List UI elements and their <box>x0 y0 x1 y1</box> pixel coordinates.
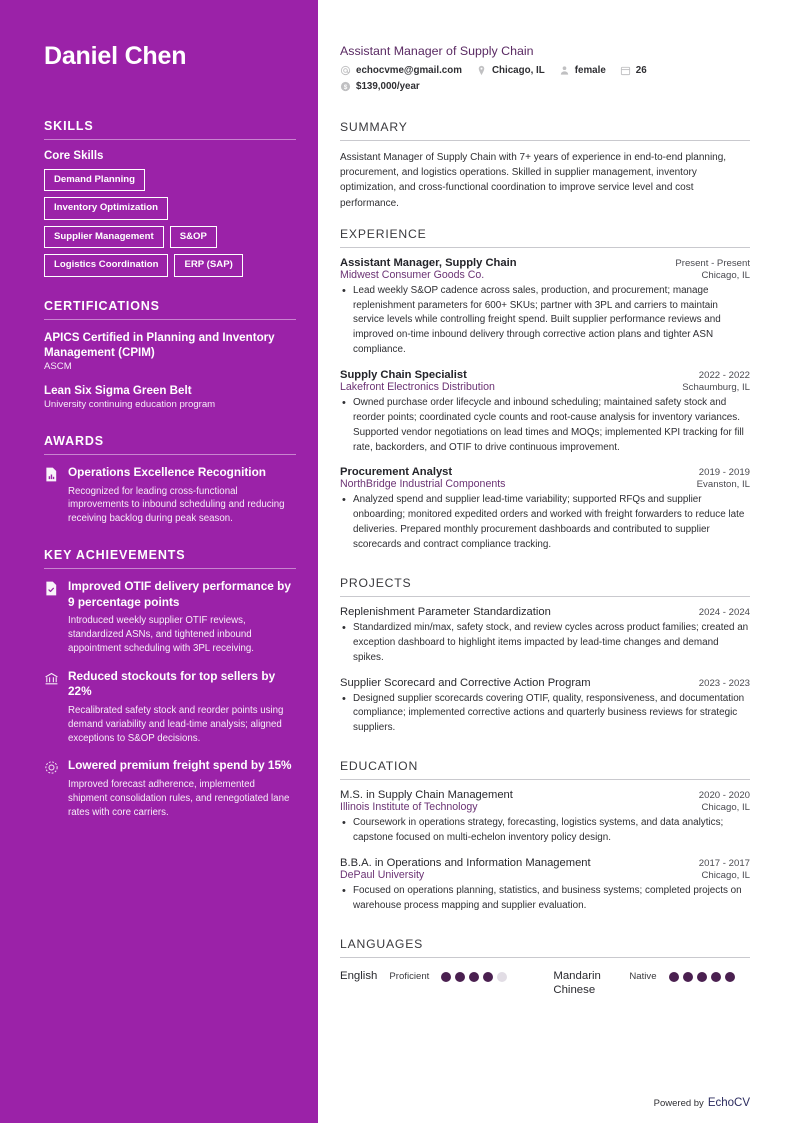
section-education <box>340 747 750 913</box>
experience-item-title: Procurement Analyst <box>340 466 453 479</box>
experience-item-organization: Lakefront Electronics Distribution <box>340 381 495 394</box>
divider <box>340 596 750 597</box>
proficiency-dots <box>669 969 735 982</box>
education-heading: EDUCATION <box>340 759 419 774</box>
education-item-organization: Illinois Institute of Technology <box>340 801 478 814</box>
candidate-name: Daniel Chen <box>44 42 187 70</box>
contact-value: $139,000/year <box>356 81 420 92</box>
skills-heading: SKILLS <box>44 118 94 133</box>
experience-item-title: Assistant Manager, Supply Chain <box>340 256 517 269</box>
powered-by-label: Powered by <box>653 1098 704 1109</box>
experience-item-title: Supply Chain Specialist <box>340 369 467 382</box>
language-list <box>340 967 750 998</box>
proficiency-dot <box>711 972 721 982</box>
awards-heading: AWARDS <box>44 434 104 448</box>
experience-item-location: Chicago, IL <box>701 269 750 281</box>
core-skills-subheading: Core Skills <box>44 149 104 162</box>
location-pin-icon <box>476 65 487 76</box>
language-name: English <box>340 969 378 982</box>
skill-tag-list <box>44 169 296 277</box>
proficiency-dot <box>725 972 735 982</box>
certification-issuer: ASCM <box>44 361 72 373</box>
achievement-item-title: Improved OTIF delivery performance by 9 percentage points <box>68 578 291 609</box>
contact-value: echocvme@gmail.com <box>356 65 462 76</box>
skill-tag[interactable]: ERP (SAP) <box>174 254 242 277</box>
achievement-item-description: Improved forecast adherence, implemented shipment consolidation rules, and renegotiated lane rates with core carriers. <box>68 779 290 818</box>
section-languages <box>340 925 750 998</box>
experience-item <box>340 369 750 455</box>
summary-heading: SUMMARY <box>340 120 408 134</box>
project-list <box>340 606 750 736</box>
divider <box>340 140 750 141</box>
project-item <box>340 677 750 737</box>
language-name: Mandarin Chinese <box>553 969 601 996</box>
brand-name: EchoCV <box>707 1097 750 1109</box>
main-content <box>318 0 794 1123</box>
key-achievements-heading: KEY ACHIEVEMENTS <box>44 547 186 562</box>
contact-item <box>559 65 606 76</box>
email-icon <box>340 65 351 76</box>
section-experience <box>340 215 750 553</box>
contact-list <box>340 65 750 92</box>
award-list <box>44 465 296 526</box>
bullet-item: • Owned purchase order lifecycle and inbound scheduling; maintained safety stock and reorder points; coordinated cycle counts and root-cause analysis for inventory variances. Supported vendor negotiations on lead times and MOQs; implemented KPI tracking for fill rate, backorders, and OTIF to drive continuous improvement. <box>340 396 750 455</box>
education-item-location: Chicago, IL <box>701 802 750 814</box>
sidebar-section-skills <box>44 119 296 277</box>
proficiency-dot <box>483 972 493 982</box>
experience-item-organization: NorthBridge Industrial Components <box>340 478 506 491</box>
education-item-date: 2020 - 2020 <box>698 790 750 802</box>
proficiency-dot <box>669 972 679 982</box>
sidebar-section-certifications <box>44 299 296 412</box>
achievement-item-title: Lowered premium freight spend by 15% <box>68 758 292 773</box>
skill-tag[interactable]: Supplier Management <box>44 226 164 249</box>
divider <box>44 319 296 320</box>
experience-item-organization: Midwest Consumer Goods Co. <box>340 268 485 281</box>
headline-job-title: Assistant Manager of Supply Chain <box>340 44 534 58</box>
award-item <box>44 465 296 526</box>
skill-tag[interactable]: Logistics Coordination <box>44 254 168 277</box>
experience-item <box>340 466 750 552</box>
section-summary <box>340 108 750 211</box>
certification-list <box>44 330 296 412</box>
dollar-icon <box>340 81 351 92</box>
education-item <box>340 857 750 914</box>
proficiency-dot <box>683 972 693 982</box>
document-chart-icon <box>44 467 59 482</box>
education-item-date: 2017 - 2017 <box>698 857 750 869</box>
proficiency-dot <box>697 972 707 982</box>
achievement-item <box>44 669 296 746</box>
project-item-date: 2023 - 2023 <box>698 677 750 689</box>
certification-title: APICS Certified in Planning and Inventory Management (CPIM) <box>44 330 275 359</box>
section-projects <box>340 564 750 736</box>
experience-heading: EXPERIENCE <box>340 226 427 241</box>
experience-item-location: Schaumburg, IL <box>682 382 750 394</box>
divider <box>44 454 296 455</box>
calendar-icon <box>620 65 631 76</box>
bullet-item: • Standardized min/max, safety stock, and review cycles across product families; created an exception dashboard to highlight items impacted by lead-time changes and demand spikes. <box>340 621 750 666</box>
experience-item-location: Evanston, IL <box>696 479 750 491</box>
education-item-title: B.B.A. in Operations and Information Management <box>340 856 591 869</box>
education-list <box>340 789 750 913</box>
sidebar <box>0 0 318 1123</box>
proficiency-dot <box>469 972 479 982</box>
divider <box>44 568 296 569</box>
contact-value: Chicago, IL <box>491 65 545 76</box>
projects-heading: PROJECTS <box>340 575 412 590</box>
footer <box>654 1097 750 1109</box>
target-circle-icon <box>44 760 59 775</box>
contact-value: female <box>574 65 606 76</box>
bullet-item: • Focused on operations planning, statistics, and business systems; completed projects on warehouse process mapping and supplier evaluation. <box>340 884 750 914</box>
experience-item <box>340 257 750 358</box>
sidebar-section-awards <box>44 434 296 526</box>
skill-tag-row <box>44 226 296 249</box>
bullet-item: • Lead weekly S&OP cadence across sales, production, and procurement; manage replenishment parameters for 600+ SKUs; partner with 3PL and carriers to maintain service levels while controlling freight spend. Built supplier performance reviews and improved on-time inbound delivery through corrective action plans and tighter ASN compliance. <box>340 284 750 358</box>
education-item-title: M.S. in Supply Chain Management <box>340 789 513 802</box>
bullet-item: • Designed supplier scorecards covering OTIF, quality, responsiveness, and documentation compliance; implemented corrective actions and quarterly business reviews for strategic suppliers. <box>340 692 750 737</box>
experience-list <box>340 257 750 553</box>
achievement-item-description: Recalibrated safety stock and reorder points using demand variability and lead-time analysis; aligned exceptions to S&OP decisions. <box>68 705 284 744</box>
sidebar-section-key-achievements <box>44 548 296 819</box>
experience-item-date: 2022 - 2022 <box>698 370 750 382</box>
language-level: Proficient <box>389 970 430 982</box>
divider <box>340 957 750 958</box>
education-item-organization: DePaul University <box>340 868 425 881</box>
certification-item <box>44 383 296 412</box>
contact-item <box>340 81 750 92</box>
project-item-date: 2024 - 2024 <box>698 606 750 618</box>
language-item <box>553 969 734 998</box>
skill-tag-row <box>44 169 296 192</box>
contact-value: 26 <box>635 65 647 76</box>
certifications-heading: CERTIFICATIONS <box>44 298 160 313</box>
languages-heading: LANGUAGES <box>340 936 424 951</box>
award-item-description: Recognized for leading cross-functional improvements to inbound scheduling and reducing receiving backlog during peak season. <box>68 485 285 525</box>
language-level: Native <box>629 970 657 982</box>
achievement-list <box>44 579 296 819</box>
project-item-title: Supplier Scorecard and Corrective Action Program <box>340 676 591 689</box>
certification-title: Lean Six Sigma Green Belt <box>44 384 192 397</box>
divider <box>340 247 750 248</box>
language-item <box>340 969 507 983</box>
skill-tag[interactable]: Inventory Optimization <box>44 197 168 220</box>
certification-issuer: University continuing education program <box>44 399 216 411</box>
bank-icon <box>44 671 59 686</box>
project-item-title: Replenishment Parameter Standardization <box>340 605 551 618</box>
experience-item-bullets <box>340 396 750 455</box>
document-check-icon <box>44 581 59 596</box>
education-item-bullets <box>340 884 750 914</box>
contact-item <box>620 65 647 76</box>
experience-item-bullets <box>340 284 750 358</box>
proficiency-dot <box>497 972 507 982</box>
project-item <box>340 606 750 666</box>
experience-item-date: Present - Present <box>675 257 750 269</box>
skill-tag[interactable]: S&OP <box>170 226 217 249</box>
achievement-item-title: Reduced stockouts for top sellers by 22% <box>68 668 276 699</box>
achievement-item <box>44 579 296 656</box>
experience-item-date: 2019 - 2019 <box>698 467 750 479</box>
certification-item <box>44 330 296 374</box>
skill-tag-row <box>44 197 296 220</box>
achievement-item <box>44 758 296 819</box>
contact-item <box>476 65 545 76</box>
proficiency-dots <box>441 969 507 982</box>
bullet-item: • Coursework in operations strategy, forecasting, logistics systems, and data analytics; capstone focused on multi-echelon inventory policy design. <box>340 816 750 846</box>
project-item-bullets <box>340 621 750 666</box>
svg-text:$: $ <box>343 83 348 91</box>
skill-tag-row <box>44 254 296 277</box>
education-item <box>340 789 750 846</box>
achievement-item-description: Introduced weekly supplier OTIF reviews, standardized ASNs, and tightened inbound appointment scheduling with 3PL receiving. <box>68 615 254 654</box>
summary-text: Assistant Manager of Supply Chain with 7+ years of experience in end-to-end planning, procurement, and logistics operations. Skilled in supplier management, inventory optimization, and cross-functional coordination to improve service level and cost performance. <box>340 152 727 209</box>
education-item-bullets <box>340 816 750 846</box>
experience-item-bullets <box>340 493 750 552</box>
person-icon <box>559 65 570 76</box>
proficiency-dot <box>441 972 451 982</box>
project-item-bullets <box>340 692 750 737</box>
divider <box>44 139 296 140</box>
education-item-location: Chicago, IL <box>701 869 750 881</box>
skill-tag[interactable]: Demand Planning <box>44 169 145 192</box>
bullet-item: • Analyzed spend and supplier lead-time variability; supported RFQs and supplier onboarding; monitored expedited orders and worked with freight forwarders to reduce late deliveries. Prepared monthly procurement dashboards and contributed to supplier scorecards and contract compliance tracking. <box>340 493 750 552</box>
divider <box>340 779 750 780</box>
contact-item <box>340 65 462 76</box>
award-item-title: Operations Excellence Recognition <box>68 465 266 479</box>
proficiency-dot <box>455 972 465 982</box>
